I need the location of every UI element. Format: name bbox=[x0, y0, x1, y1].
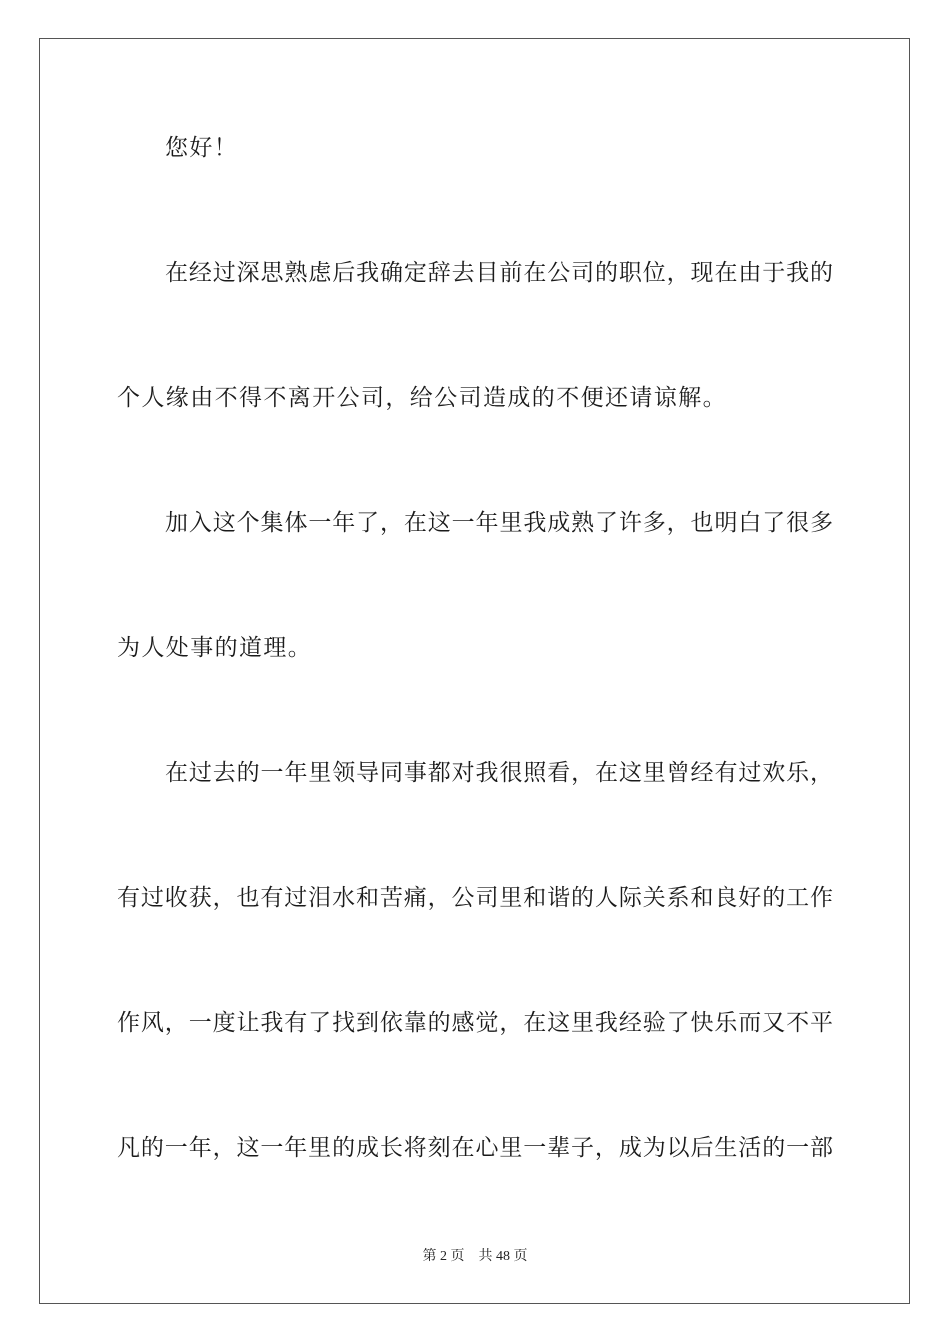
page-footer bbox=[0, 1248, 950, 1266]
paragraph-line: 加入这个集体一年了，在这一年里我成熟了许多，也明白了很多 bbox=[165, 510, 833, 536]
paragraph-line: 个人缘由不得不离开公司，给公司造成的不便还请谅解。 bbox=[117, 385, 727, 411]
paragraph-line: 在经过深思熟虑后我确定辞去目前在公司的职位，现在由于我的 bbox=[165, 260, 833, 286]
page-total: 共 48 页 bbox=[478, 1249, 528, 1264]
greeting-line: 您好！ bbox=[165, 135, 239, 161]
paragraph-line: 在过去的一年里领导同事都对我很照看，在这里曾经有过欢乐， bbox=[165, 760, 833, 786]
page-border bbox=[39, 38, 910, 1304]
paragraph-line: 凡的一年，这一年里的成长将刻在心里一辈子，成为以后生活的一部 bbox=[117, 1135, 833, 1161]
paragraph-line: 作风，一度让我有了找到依靠的感觉，在这里我经验了快乐而又不平 bbox=[117, 1010, 833, 1036]
paragraph-line: 有过收获，也有过泪水和苦痛，公司里和谐的人际关系和良好的工作 bbox=[117, 885, 833, 911]
paragraph-line: 为人处事的道理。 bbox=[117, 635, 313, 661]
page-number: 第 2 页 bbox=[422, 1249, 465, 1264]
